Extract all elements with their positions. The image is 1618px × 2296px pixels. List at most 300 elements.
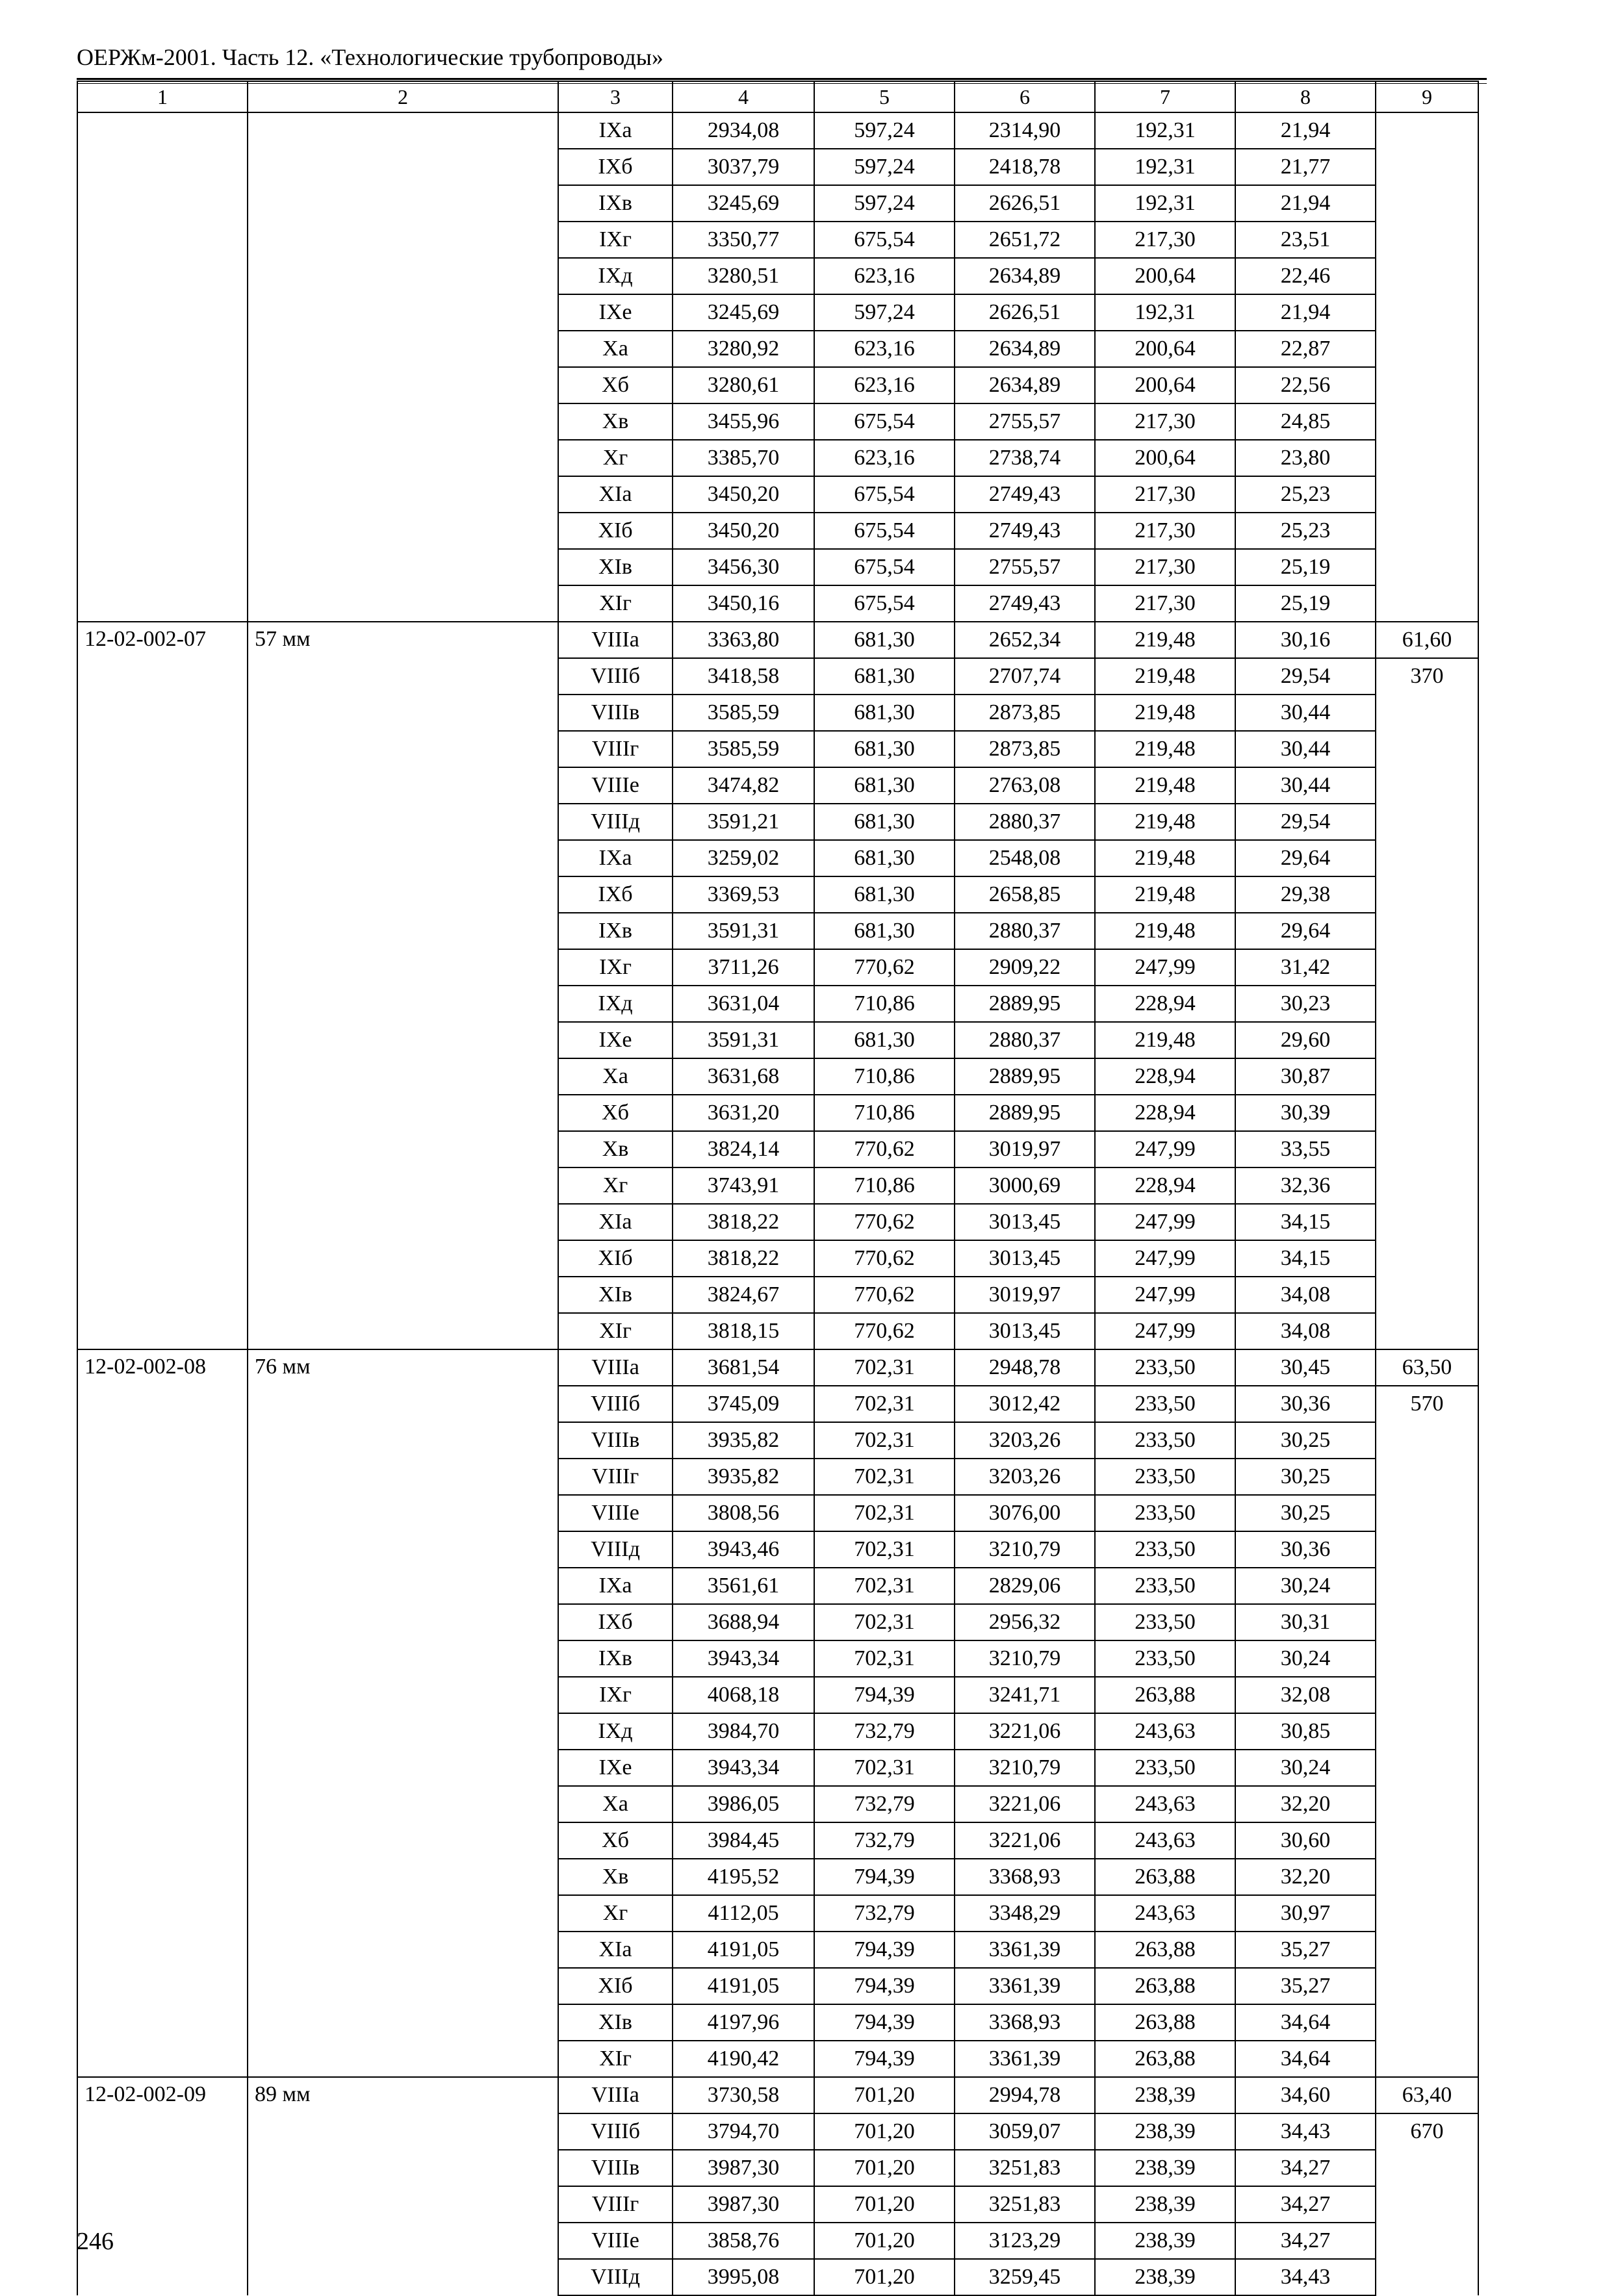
total-cost-cell: 3818,22	[673, 1240, 814, 1277]
mass-cell	[1376, 1349, 1478, 2077]
column-number: 2	[248, 81, 558, 112]
total-cost-cell: 3385,70	[673, 440, 814, 476]
rate-code-cell: 12-02-002-09	[77, 2077, 248, 2295]
total-cost-cell: 3450,20	[673, 513, 814, 549]
material-cost-cell: 3203,26	[955, 1459, 1095, 1495]
labor-hours-cell: 22,46	[1235, 258, 1376, 294]
labor-hours-cell: 32,20	[1235, 1859, 1376, 1895]
machine-cost-cell: 233,50	[1095, 1568, 1235, 1604]
labor-hours-cell: 29,54	[1235, 804, 1376, 840]
mass-value: 61,60	[1376, 622, 1478, 659]
category-cell: IXа	[558, 1568, 673, 1604]
machine-cost-cell: 200,64	[1095, 367, 1235, 403]
total-cost-cell: 3631,68	[673, 1058, 814, 1095]
material-cost-cell: 3013,45	[955, 1313, 1095, 1349]
machine-cost-cell: 263,88	[1095, 1968, 1235, 2004]
category-cell: Xв	[558, 403, 673, 440]
category-cell: VIIIд	[558, 2259, 673, 2295]
labor-hours-cell: 34,27	[1235, 2150, 1376, 2186]
labor-hours-cell: 24,85	[1235, 403, 1376, 440]
labor-hours-cell: 32,20	[1235, 1786, 1376, 1822]
labor-hours-cell: 29,54	[1235, 658, 1376, 695]
material-cost-cell: 2738,74	[955, 440, 1095, 476]
total-cost-cell: 3280,61	[673, 367, 814, 403]
material-cost-cell: 3241,71	[955, 1677, 1095, 1713]
labor-cost-cell: 623,16	[814, 331, 955, 367]
price-table	[77, 81, 1479, 2296]
labor-cost-cell: 675,54	[814, 585, 955, 622]
labor-hours-cell: 32,08	[1235, 1677, 1376, 1713]
machine-cost-cell: 263,88	[1095, 2004, 1235, 2041]
total-cost-cell: 3418,58	[673, 658, 814, 695]
machine-cost-cell: 238,39	[1095, 2259, 1235, 2295]
labor-hours-cell: 34,27	[1235, 2223, 1376, 2259]
mass-cell	[1376, 2077, 1478, 2295]
labor-cost-cell: 732,79	[814, 1895, 955, 1932]
category-cell: Xг	[558, 440, 673, 476]
labor-hours-cell: 30,23	[1235, 986, 1376, 1022]
total-cost-cell: 3984,45	[673, 1822, 814, 1859]
category-cell: IXд	[558, 1713, 673, 1750]
material-cost-cell: 3000,69	[955, 1167, 1095, 1204]
mass-cell	[1376, 112, 1478, 622]
machine-cost-cell: 247,99	[1095, 1204, 1235, 1240]
material-cost-cell: 3210,79	[955, 1640, 1095, 1677]
category-cell: VIIIе	[558, 767, 673, 804]
labor-cost-cell: 794,39	[814, 1932, 955, 1968]
category-cell: IXг	[558, 949, 673, 986]
page-header	[77, 43, 1487, 84]
category-cell: IXе	[558, 294, 673, 331]
labor-cost-cell: 681,30	[814, 913, 955, 949]
machine-cost-cell: 243,63	[1095, 1713, 1235, 1750]
labor-cost-cell: 770,62	[814, 1277, 955, 1313]
labor-cost-cell: 623,16	[814, 367, 955, 403]
labor-cost-cell: 702,31	[814, 1531, 955, 1568]
labor-cost-cell: 770,62	[814, 1313, 955, 1349]
labor-hours-cell: 23,51	[1235, 222, 1376, 258]
labor-cost-cell: 597,24	[814, 294, 955, 331]
machine-cost-cell: 219,48	[1095, 913, 1235, 949]
category-cell: Xа	[558, 331, 673, 367]
material-cost-cell: 3076,00	[955, 1495, 1095, 1531]
labor-cost-cell: 794,39	[814, 1859, 955, 1895]
total-cost-cell: 3363,80	[673, 622, 814, 658]
machine-cost-cell: 219,48	[1095, 876, 1235, 913]
material-cost-cell: 2880,37	[955, 804, 1095, 840]
material-cost-cell: 2634,89	[955, 367, 1095, 403]
labor-hours-cell: 21,94	[1235, 112, 1376, 149]
labor-hours-cell: 30,31	[1235, 1604, 1376, 1640]
material-cost-cell: 3368,93	[955, 2004, 1095, 2041]
machine-cost-cell: 217,30	[1095, 222, 1235, 258]
material-cost-cell: 2956,32	[955, 1604, 1095, 1640]
total-cost-cell: 4112,05	[673, 1895, 814, 1932]
labor-cost-cell: 701,20	[814, 2223, 955, 2259]
total-cost-cell: 3743,91	[673, 1167, 814, 1204]
labor-cost-cell: 675,54	[814, 403, 955, 440]
material-cost-cell: 2314,90	[955, 112, 1095, 149]
machine-cost-cell: 243,63	[1095, 1822, 1235, 1859]
category-cell: VIIIб	[558, 658, 673, 695]
labor-hours-cell: 34,43	[1235, 2259, 1376, 2295]
machine-cost-cell: 238,39	[1095, 2223, 1235, 2259]
total-cost-cell: 4191,05	[673, 1968, 814, 2004]
material-cost-cell: 3251,83	[955, 2186, 1095, 2223]
material-cost-cell: 2873,85	[955, 695, 1095, 731]
category-cell: IXе	[558, 1750, 673, 1786]
mass-quantity: 370	[1410, 664, 1444, 688]
price-table-container	[77, 81, 1479, 2296]
machine-cost-cell: 233,50	[1095, 1349, 1235, 1386]
machine-cost-cell: 243,63	[1095, 1786, 1235, 1822]
category-cell: Xа	[558, 1786, 673, 1822]
labor-cost-cell: 770,62	[814, 1204, 955, 1240]
machine-cost-cell: 233,50	[1095, 1531, 1235, 1568]
labor-cost-cell: 794,39	[814, 1968, 955, 2004]
material-cost-cell: 3210,79	[955, 1531, 1095, 1568]
labor-cost-cell: 732,79	[814, 1822, 955, 1859]
total-cost-cell: 3794,70	[673, 2113, 814, 2150]
machine-cost-cell: 233,50	[1095, 1422, 1235, 1459]
machine-cost-cell: 219,48	[1095, 695, 1235, 731]
machine-cost-cell: 219,48	[1095, 622, 1235, 658]
machine-cost-cell: 233,50	[1095, 1640, 1235, 1677]
rate-code-cell: 12-02-002-08	[77, 1349, 248, 2077]
labor-hours-cell: 34,43	[1235, 2113, 1376, 2150]
labor-cost-cell: 732,79	[814, 1786, 955, 1822]
labor-hours-cell: 30,87	[1235, 1058, 1376, 1095]
machine-cost-cell: 238,39	[1095, 2186, 1235, 2223]
labor-hours-cell: 30,97	[1235, 1895, 1376, 1932]
table-row	[77, 112, 1478, 149]
material-cost-cell: 2755,57	[955, 403, 1095, 440]
labor-hours-cell: 30,25	[1235, 1495, 1376, 1531]
machine-cost-cell: 233,50	[1095, 1459, 1235, 1495]
labor-hours-cell: 35,27	[1235, 1932, 1376, 1968]
column-number: 8	[1235, 81, 1376, 112]
machine-cost-cell: 200,64	[1095, 440, 1235, 476]
material-cost-cell: 2889,95	[955, 986, 1095, 1022]
category-cell: XIг	[558, 1313, 673, 1349]
material-cost-cell: 2873,85	[955, 731, 1095, 767]
material-cost-cell: 2749,43	[955, 585, 1095, 622]
total-cost-cell: 3858,76	[673, 2223, 814, 2259]
material-cost-cell: 3361,39	[955, 2041, 1095, 2077]
labor-cost-cell: 597,24	[814, 149, 955, 185]
category-cell: Xв	[558, 1131, 673, 1167]
table-body	[77, 81, 1478, 2295]
labor-cost-cell: 675,54	[814, 476, 955, 513]
total-cost-cell: 3681,54	[673, 1349, 814, 1386]
total-cost-cell: 3943,34	[673, 1750, 814, 1786]
pipe-diameter-cell: 76 мм	[248, 1349, 558, 2077]
total-cost-cell: 3591,21	[673, 804, 814, 840]
total-cost-cell: 3450,16	[673, 585, 814, 622]
total-cost-cell: 3450,20	[673, 476, 814, 513]
page-number: 246	[77, 2228, 114, 2255]
labor-cost-cell: 710,86	[814, 1058, 955, 1095]
labor-hours-cell: 34,64	[1235, 2004, 1376, 2041]
category-cell: VIIIа	[558, 2077, 673, 2113]
labor-hours-cell: 34,08	[1235, 1313, 1376, 1349]
total-cost-cell: 3935,82	[673, 1459, 814, 1495]
category-cell: VIIIв	[558, 2150, 673, 2186]
total-cost-cell: 3631,04	[673, 986, 814, 1022]
total-cost-cell: 3730,58	[673, 2077, 814, 2113]
pipe-diameter-cell: 57 мм	[248, 622, 558, 1349]
category-cell: VIIIа	[558, 622, 673, 658]
total-cost-cell: 3591,31	[673, 913, 814, 949]
labor-cost-cell: 623,16	[814, 258, 955, 294]
labor-cost-cell: 701,20	[814, 2077, 955, 2113]
table-row	[77, 2077, 1478, 2113]
labor-hours-cell: 34,64	[1235, 2041, 1376, 2077]
machine-cost-cell: 228,94	[1095, 1095, 1235, 1131]
total-cost-cell: 3711,26	[673, 949, 814, 986]
total-cost-cell: 4191,05	[673, 1932, 814, 1968]
total-cost-cell: 3456,30	[673, 549, 814, 585]
labor-hours-cell: 30,85	[1235, 1713, 1376, 1750]
category-cell: Xв	[558, 1859, 673, 1895]
category-cell: XIб	[558, 513, 673, 549]
total-cost-cell: 3987,30	[673, 2150, 814, 2186]
labor-cost-cell: 681,30	[814, 658, 955, 695]
labor-hours-cell: 35,27	[1235, 1968, 1376, 2004]
total-cost-cell: 3369,53	[673, 876, 814, 913]
total-cost-cell: 3984,70	[673, 1713, 814, 1750]
category-cell: IXв	[558, 185, 673, 222]
labor-hours-cell: 30,44	[1235, 731, 1376, 767]
labor-cost-cell: 732,79	[814, 1713, 955, 1750]
total-cost-cell: 3474,82	[673, 767, 814, 804]
category-cell: VIIIг	[558, 731, 673, 767]
labor-hours-cell: 30,16	[1235, 622, 1376, 658]
category-cell: VIIIд	[558, 804, 673, 840]
column-number: 6	[955, 81, 1095, 112]
labor-cost-cell: 702,31	[814, 1604, 955, 1640]
category-cell: XIб	[558, 1968, 673, 2004]
total-cost-cell: 3259,02	[673, 840, 814, 876]
total-cost-cell: 3037,79	[673, 149, 814, 185]
material-cost-cell: 2707,74	[955, 658, 1095, 695]
category-cell: VIIIе	[558, 2223, 673, 2259]
machine-cost-cell: 219,48	[1095, 1022, 1235, 1058]
machine-cost-cell: 233,50	[1095, 1604, 1235, 1640]
material-cost-cell: 2749,43	[955, 476, 1095, 513]
machine-cost-cell: 192,31	[1095, 294, 1235, 331]
mass-value: 63,50	[1376, 1350, 1478, 1386]
machine-cost-cell: 238,39	[1095, 2150, 1235, 2186]
labor-cost-cell: 710,86	[814, 1167, 955, 1204]
total-cost-cell: 3943,46	[673, 1531, 814, 1568]
labor-cost-cell: 681,30	[814, 695, 955, 731]
labor-cost-cell: 770,62	[814, 949, 955, 986]
labor-cost-cell: 710,86	[814, 1095, 955, 1131]
labor-cost-cell: 770,62	[814, 1131, 955, 1167]
machine-cost-cell: 263,88	[1095, 1677, 1235, 1713]
material-cost-cell: 2763,08	[955, 767, 1095, 804]
labor-cost-cell: 701,20	[814, 2186, 955, 2223]
material-cost-cell: 2658,85	[955, 876, 1095, 913]
labor-cost-cell: 702,31	[814, 1459, 955, 1495]
machine-cost-cell: 219,48	[1095, 658, 1235, 695]
labor-hours-cell: 25,19	[1235, 585, 1376, 622]
labor-hours-cell: 34,15	[1235, 1204, 1376, 1240]
labor-hours-cell: 22,56	[1235, 367, 1376, 403]
material-cost-cell: 3013,45	[955, 1204, 1095, 1240]
labor-cost-cell: 702,31	[814, 1495, 955, 1531]
document-title: ОЕРЖм-2001. Часть 12. «Технологические трубопроводы»	[77, 44, 663, 70]
material-cost-cell: 3348,29	[955, 1895, 1095, 1932]
material-cost-cell: 3012,42	[955, 1386, 1095, 1422]
labor-hours-cell: 30,24	[1235, 1568, 1376, 1604]
category-cell: Xб	[558, 1822, 673, 1859]
category-cell: XIа	[558, 1932, 673, 1968]
labor-hours-cell: 30,25	[1235, 1459, 1376, 1495]
table-row	[77, 622, 1478, 658]
labor-cost-cell: 701,20	[814, 2259, 955, 2295]
category-cell: IXб	[558, 1604, 673, 1640]
labor-cost-cell: 794,39	[814, 2041, 955, 2077]
category-cell: Xб	[558, 1095, 673, 1131]
labor-hours-cell: 29,64	[1235, 913, 1376, 949]
total-cost-cell: 3561,61	[673, 1568, 814, 1604]
labor-hours-cell: 33,55	[1235, 1131, 1376, 1167]
machine-cost-cell: 247,99	[1095, 1277, 1235, 1313]
material-cost-cell: 2749,43	[955, 513, 1095, 549]
material-cost-cell: 3210,79	[955, 1750, 1095, 1786]
total-cost-cell: 3245,69	[673, 294, 814, 331]
labor-cost-cell: 794,39	[814, 1677, 955, 1713]
pipe-diameter-cell	[248, 112, 558, 622]
material-cost-cell: 3123,29	[955, 2223, 1095, 2259]
category-cell: IXб	[558, 876, 673, 913]
category-cell: VIIIв	[558, 695, 673, 731]
category-cell: VIIIа	[558, 1349, 673, 1386]
rate-code-cell: 12-02-002-07	[77, 622, 248, 1349]
material-cost-cell: 3221,06	[955, 1786, 1095, 1822]
column-number: 1	[77, 81, 248, 112]
labor-hours-cell: 32,36	[1235, 1167, 1376, 1204]
material-cost-cell: 2626,51	[955, 185, 1095, 222]
total-cost-cell: 3986,05	[673, 1786, 814, 1822]
labor-hours-cell: 30,36	[1235, 1531, 1376, 1568]
category-cell: IXд	[558, 986, 673, 1022]
machine-cost-cell: 217,30	[1095, 513, 1235, 549]
labor-cost-cell: 701,20	[814, 2113, 955, 2150]
labor-hours-cell: 25,19	[1235, 549, 1376, 585]
category-cell: VIIIв	[558, 1422, 673, 1459]
machine-cost-cell: 219,48	[1095, 731, 1235, 767]
machine-cost-cell: 200,64	[1095, 258, 1235, 294]
labor-cost-cell: 597,24	[814, 185, 955, 222]
machine-cost-cell: 200,64	[1095, 331, 1235, 367]
labor-cost-cell: 681,30	[814, 840, 955, 876]
total-cost-cell: 3818,15	[673, 1313, 814, 1349]
category-cell: XIа	[558, 476, 673, 513]
total-cost-cell: 4195,52	[673, 1859, 814, 1895]
labor-cost-cell: 770,62	[814, 1240, 955, 1277]
labor-hours-cell: 34,08	[1235, 1277, 1376, 1313]
labor-hours-cell: 21,94	[1235, 294, 1376, 331]
category-cell: VIIIг	[558, 1459, 673, 1495]
material-cost-cell: 3019,97	[955, 1277, 1095, 1313]
total-cost-cell: 3280,92	[673, 331, 814, 367]
category-cell: VIIIд	[558, 1531, 673, 1568]
machine-cost-cell: 219,48	[1095, 840, 1235, 876]
column-number: 4	[673, 81, 814, 112]
material-cost-cell: 2948,78	[955, 1349, 1095, 1386]
total-cost-cell: 2934,08	[673, 112, 814, 149]
labor-hours-cell: 29,60	[1235, 1022, 1376, 1058]
labor-hours-cell: 34,60	[1235, 2077, 1376, 2113]
header-rule	[77, 78, 1487, 80]
labor-cost-cell: 794,39	[814, 2004, 955, 2041]
total-cost-cell: 3688,94	[673, 1604, 814, 1640]
machine-cost-cell: 263,88	[1095, 1859, 1235, 1895]
total-cost-cell: 3631,20	[673, 1095, 814, 1131]
category-cell: XIа	[558, 1204, 673, 1240]
labor-cost-cell: 702,31	[814, 1640, 955, 1677]
material-cost-cell: 2829,06	[955, 1568, 1095, 1604]
material-cost-cell: 2634,89	[955, 258, 1095, 294]
labor-hours-cell: 21,94	[1235, 185, 1376, 222]
category-cell: VIIIе	[558, 1495, 673, 1531]
labor-hours-cell: 21,77	[1235, 149, 1376, 185]
category-cell: IXа	[558, 840, 673, 876]
labor-cost-cell: 681,30	[814, 1022, 955, 1058]
labor-hours-cell: 30,44	[1235, 695, 1376, 731]
category-cell: Xб	[558, 367, 673, 403]
labor-cost-cell: 681,30	[814, 622, 955, 658]
labor-hours-cell: 30,36	[1235, 1386, 1376, 1422]
material-cost-cell: 2634,89	[955, 331, 1095, 367]
material-cost-cell: 2418,78	[955, 149, 1095, 185]
machine-cost-cell: 243,63	[1095, 1895, 1235, 1932]
labor-cost-cell: 702,31	[814, 1422, 955, 1459]
mass-cell	[1376, 622, 1478, 1349]
labor-cost-cell: 702,31	[814, 1386, 955, 1422]
category-cell: IXа	[558, 112, 673, 149]
machine-cost-cell: 247,99	[1095, 1131, 1235, 1167]
category-cell: IXг	[558, 222, 673, 258]
material-cost-cell: 3259,45	[955, 2259, 1095, 2295]
category-cell: IXг	[558, 1677, 673, 1713]
category-cell: XIг	[558, 585, 673, 622]
mass-value: 63,40	[1376, 2078, 1478, 2114]
total-cost-cell: 3987,30	[673, 2186, 814, 2223]
rate-code-cell	[77, 112, 248, 622]
category-cell: Xг	[558, 1895, 673, 1932]
material-cost-cell: 2909,22	[955, 949, 1095, 986]
labor-hours-cell: 30,45	[1235, 1349, 1376, 1386]
total-cost-cell: 4068,18	[673, 1677, 814, 1713]
material-cost-cell: 3059,07	[955, 2113, 1095, 2150]
material-cost-cell: 2880,37	[955, 1022, 1095, 1058]
labor-cost-cell: 675,54	[814, 222, 955, 258]
material-cost-cell: 2889,95	[955, 1058, 1095, 1095]
labor-cost-cell: 702,31	[814, 1349, 955, 1386]
total-cost-cell: 3585,59	[673, 731, 814, 767]
material-cost-cell: 3221,06	[955, 1822, 1095, 1859]
machine-cost-cell: 219,48	[1095, 767, 1235, 804]
material-cost-cell: 3203,26	[955, 1422, 1095, 1459]
total-cost-cell: 3245,69	[673, 185, 814, 222]
labor-cost-cell: 623,16	[814, 440, 955, 476]
labor-cost-cell: 701,20	[814, 2150, 955, 2186]
mass-quantity: 570	[1410, 1392, 1444, 1416]
